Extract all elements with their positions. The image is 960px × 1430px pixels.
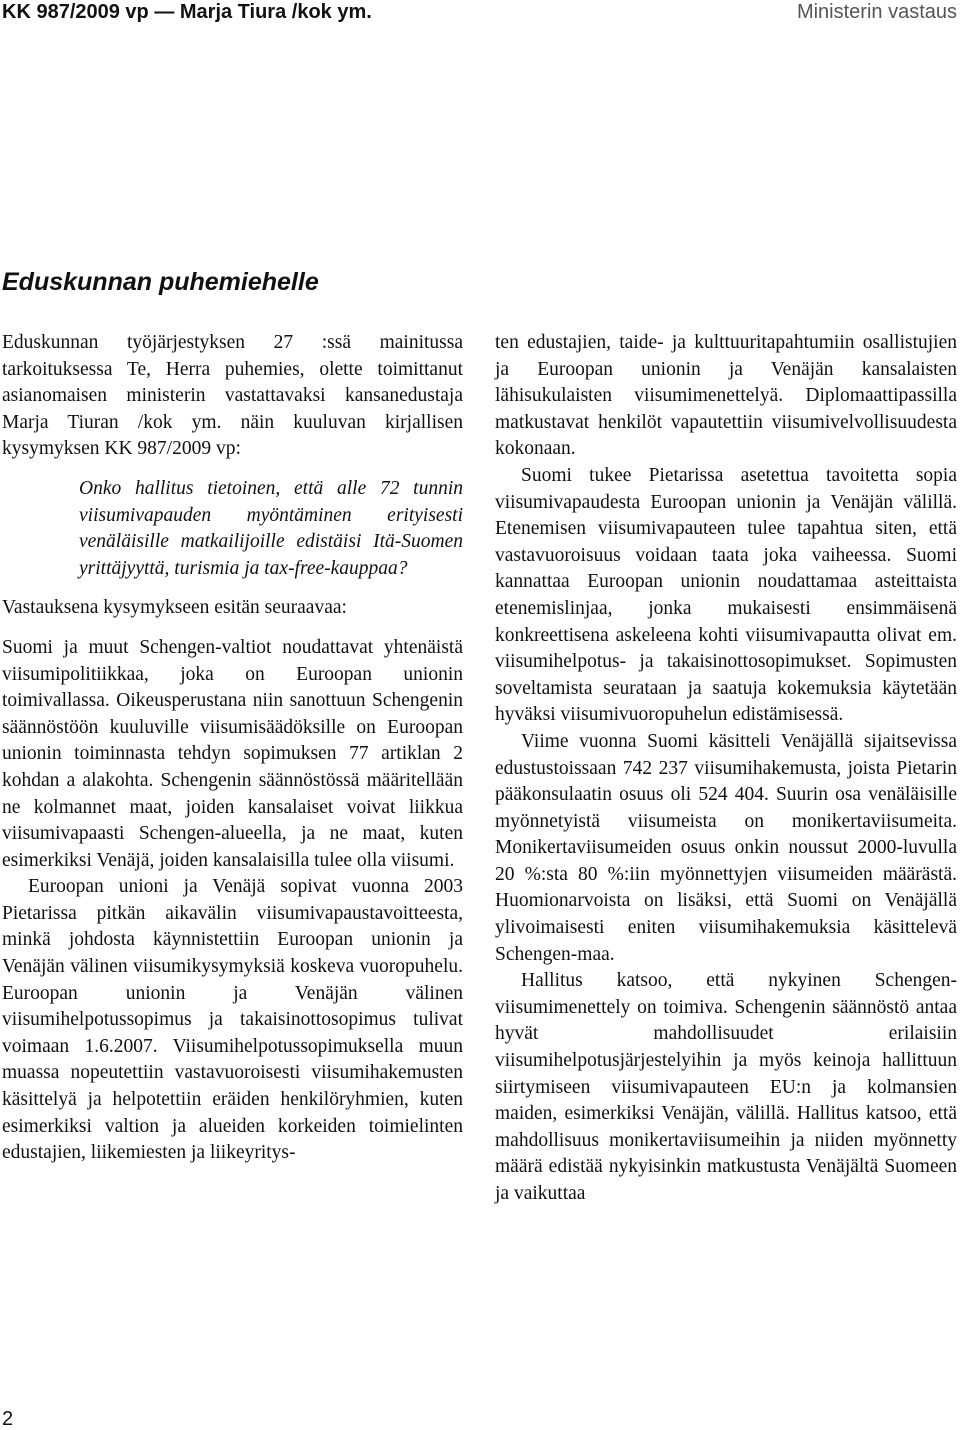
right-column <box>495 330 957 1208</box>
page-number: 2 <box>2 1408 14 1430</box>
intro-paragraph: Eduskunnan työjärjestyksen 27 :ssä mainitussa tarkoituksessa Te, Herra puhemies, olette toimittanut asianomaisen ministerin vastattavaksi kansanedustaja Marja Tiuran /kok ym. näin kuuluvan kirjallisen kysymyksen KK 987/2009 vp: <box>2 332 463 460</box>
body-paragraph: Euroopan unioni ja Venäjä sopivat vuonna 2003 Pietarissa pitkän aikavälin viisumivapaustavoitteesta, minkä johdosta käynnistettiin Euroopan unionin ja Venäjän välinen viisumikysymyksiä koskeva vuoropuhelu. Euroopan unionin ja Venäjän välinen viisumihelpotussopimus ja takaisinottosopimus tulivat voimaan 1.6.2007. Viisumihelpotussopimuksella muun muassa nopeutettiin vastavuoroisesti viisumihakemusten käsittelyä ja helpotettiin eräiden henkilöryhmien, kuten esimerkiksi valtion ja alueiden korkeiden toimielinten edustajien, liikemiesten ja liikeyritys- <box>2 876 463 1164</box>
question-quote: Onko hallitus tietoinen, että alle 72 tunnin viisumivapauden myöntäminen erityisesti venäläisille matkailijoille edistäisi Itä-Suomen yrittäjyyttä, turismia ja tax-free-kauppaa? <box>79 477 463 579</box>
addressee-heading: Eduskunnan puhemiehelle <box>2 268 319 296</box>
document-type: Ministerin vastaus <box>796 1 957 23</box>
body-paragraph: Viime vuonna Suomi käsitteli Venäjällä sijaitsevissa edustustoissaan 742 237 viisumihakemusta, joista Pietarin pääkonsulaatin osuus oli 524 404. Suurin osa venäläisille myönnetyistä viisumeista on monikertaviisumeita. Monikertaviisumeiden osuus onkin noussut 2000-luvulla 20 %:sta 80 %:iin myönnettyjen viisumeiden määrästä. Huomionarvoista on lisäksi, että Suomi on Venäjällä ylivoimaisesti eniten viisumihakemuksia käsittelevä Schengen-maa. <box>495 730 957 965</box>
continuation-paragraph: ten edustajien, taide- ja kulttuuritapahtumiin osallistujien ja Euroopan unionin ja Venäjän kansalaisten lähisukulaisten viisumimenettelyä. Diplomaattipassilla matkustavat henkilöt vapautettiin viisumivelvollisuudesta kokonaan. <box>495 332 957 460</box>
body-paragraph: Suomi tukee Pietarissa asetettua tavoitetta sopia viisumivapaudesta Euroopan unionin ja Venäjän välillä. Etenemisen viisumivapauteen tulee tapahtua siten, että vastavuoroisuus voidaan taata joka vaiheessa. Suomi kannattaa Euroopan unionin noudattamaa asteittaista etenemislinjaa, jonka mukaisesti ensimmäisenä konkreettisena askeleena kohti viisumivapautta olivat em. viisumihelpotus- ja takaisinottosopimukset. Sopimusten soveltamista seurataan ja saatuja kokemuksia käytetään hyväksi viisumivuoropuhelun edistämisessä. <box>495 464 957 726</box>
answer-intro: Vastauksena kysymykseen esitän seuraavaa: <box>2 597 347 619</box>
body-paragraph: Hallitus katsoo, että nykyinen Schengen-viisumimenettely on toimiva. Schengenin säännöstö antaa hyvät mahdollisuudet erilaisiin viisumihelpotusjärjestelyihin ja myös keinoja hallittuun siirtymiseen viisumivapauteen EU:n ja kolmansien maiden, esimerkiksi Venäjän, välillä. Hallitus katsoo, että mahdollisuus monikertaviisumeihin ja niiden myönnetty määrä edistää nykyisinkin matkustusta Venäjältä Suomeen ja vaikuttaa <box>495 970 957 1204</box>
left-column <box>2 330 463 1167</box>
body-paragraph: Suomi ja muut Schengen-valtiot noudattavat yhtenäistä viisumipolitiikkaa, joka on Euroopan unionin toimivallassa. Oikeusperustana niin sanottuun Schengenin säännöstöön kuuluville viisumisäädöksille on Euroopan unionin toiminnasta tehdyn sopimuksen 77 artiklan 2 kohdan a alakohta. Schengenin säännöstössä määritellään ne kolmannet maat, joiden kansalaiset voivat liikkua viisumivapaasti Schengen-alueella, ja ne maat, kuten esimerkiksi Venäjä, joiden kansalaisilla tulee olla viisumi. <box>2 636 463 871</box>
document-reference: KK 987/2009 vp — Marja Tiura /kok ym. <box>2 1 372 23</box>
